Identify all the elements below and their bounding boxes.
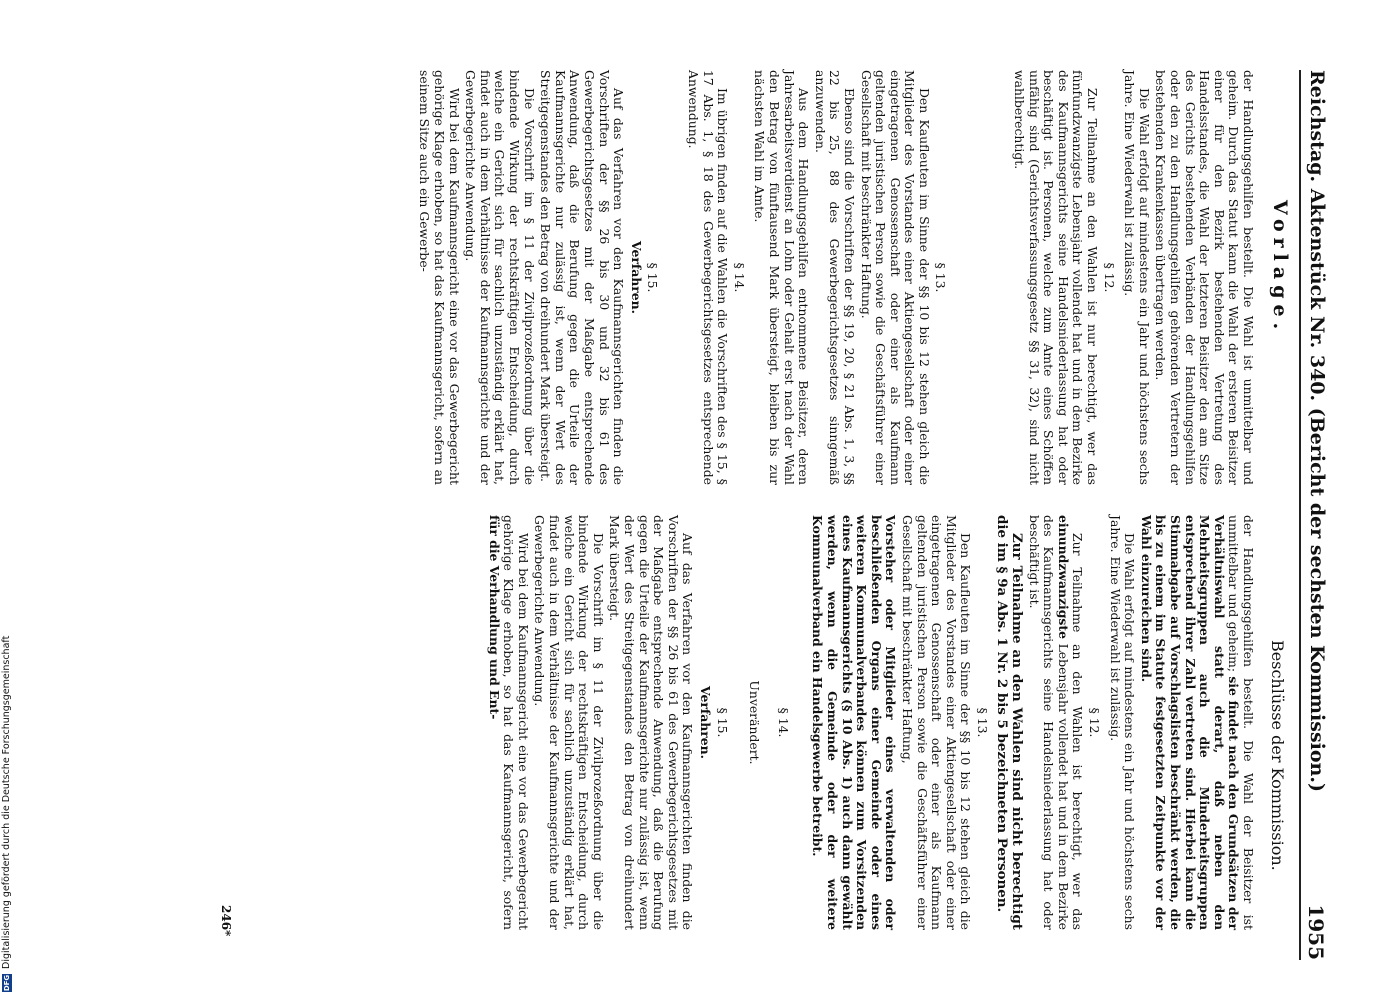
right-paragraph (1026, 515, 1084, 930)
section-number: § 12. (1087, 707, 1103, 738)
left-paragraph: Die Vorschrift im § 11 der Zivilprozeßordnung über die bindende Wirkung der rechtskräftigen Entscheidung, durch welche ein Gericht sich für sachlich unzuständig erklärt hat, findet auch in dem Verhältnisse der Kaufmannsgerichte und der Gewerbegerichte Anwendung. (463, 70, 537, 485)
section-number: § 12. (1101, 262, 1117, 293)
right-paragraph: Auf das Verfahren vor den Kaufmannsgerichten finden die Vorschriften der §§ 26 bis 61 des Gewerbegerichtsgesetzes mit der Maßgabe entsprechende Anwendung, daß die Berufung gegen die Urteile der Kaufmannsgerichte nur zulässig ist, wenn der Wert des Streitgegenstandes den Betrag von dreihundert Mark übersteigt. (607, 515, 696, 930)
unchanged-note: Unverändert. (747, 680, 763, 765)
right-amended-paragraph: Vorsteher oder Mitglieder eines verwaltenden oder beschließenden Organs einer Gemeinde oder eines weiteren Kommunalverbandes können zum Vorsitzenden eines Kaufmannsgerichts (§ 10 Abs. 1) auch dann gewählt werden, wenn die Gemeinde oder der weitere Kommunalverband ein Handelsgewerbe betreibt. (810, 515, 899, 930)
left-column-vorlage (415, 70, 1255, 485)
section-number: § 15. (645, 262, 661, 293)
right-paragraph (1138, 515, 1255, 930)
dfg-logo-icon: DFG (2, 974, 11, 992)
left-paragraph: Wird bei dem Kaufmannsgericht eine vor das Gewerbegericht gehörige Klage erhoben, so hat das Kaufmannsgericht, sofern an seinem Sitze auch ein Gewerbe- (417, 70, 462, 485)
section-number: § 14. (775, 707, 791, 738)
right-paragraph: Die Vorschrift im § 11 der Zivilprozeßordnung über die bindende Wirkung der rechtskräftigen Entscheidung, durch welche ein Gericht sich für sachlich unzuständig erklärt hat, findet auch in dem Verhältnisse der Kaufmannsgerichte und der Gewerbegerichte Anwendung. (532, 515, 606, 930)
header-rule (1299, 70, 1301, 960)
right-amended-text: einundzwanzigste (1055, 515, 1071, 640)
left-paragraph: Auf das Verfahren vor den Kaufmannsgerichten finden die Vorschriften der §§ 26 bis 30 und 32 bis 61 des Gewerbegerichtsgesetzes mit der Maßgabe entsprechende Anwendung, daß die Berufung gegen die Urteile der Kaufmannsgerichte nur zulässig ist, wenn der Wert des Streitgegenstandes den Betrag von dreihundert Mark übersteigt. (538, 70, 627, 485)
right-text: der Handlungsgehilfen bestellt. Die Wahl der Beisitzer ist unmittelbar und geheim; (1226, 515, 1256, 930)
page-number: 1955 (1304, 904, 1328, 960)
left-paragraph: Zur Teilnahme an den Wahlen ist nur berechtigt, wer das fünfundzwanzigste Lebensjahr vollendet hat und in dem Bezirke des Kaufmannsgerichts seine Handelsniederlassung hat oder beschäftigt ist. Personen, welche zum Amte eines Schöffen unfähig sind (Gerichtsverfassungsgesetz §§ 31, 32), sind nicht wahlberechtigt. (1012, 70, 1101, 485)
left-paragraph: Den Kaufleuten im Sinne der §§ 10 bis 12 stehen gleich die Mitglieder des Vorstandes einer Aktiengesellschaft oder einer eingetragenen Genossenschaft oder einer als Kaufmann geltenden juristischen Person sowie die Geschäftsführer einer Gesellschaft mit beschränkter Haftung. (858, 70, 932, 485)
section-heading: Verfahren. (628, 241, 644, 314)
right-text: Lebensjahr vollendet hat und in dem Bezirke des Kaufmannsgerichts seine Handelsniederlassung hat oder beschäftigt ist. (1026, 515, 1071, 930)
left-paragraph: Im übrigen finden auf die Wahlen die Vorschriften des § 15, § 17 Abs. 1, § 18 des Gewerbegerichtsgesetzes entsprechende Anwendung. (686, 70, 731, 485)
right-text: Wird bei dem Kaufmannsgericht eine vor das Gewerbegericht gehörige Klage erhoben, so hat das Kaufmannsgericht, sofern (501, 515, 531, 930)
right-paragraph: Den Kaufleuten im Sinne der §§ 10 bis 12 stehen gleich die Mitglieder des Vorstandes einer Aktiengesellschaft oder einer eingetragenen Genossenschaft oder einer als Kaufmann geltenden juristischen Person sowie die Geschäftsführer einer Gesellschaft mit beschränkter Haftung, (899, 515, 974, 930)
right-text: Zur Teilnahme an den Wahlen ist berechtigt, wer das (1070, 533, 1086, 930)
right-paragraph (486, 515, 530, 930)
section-number: § 14. (731, 262, 747, 293)
left-paragraph: Die Wahl erfolgt auf mindestens ein Jahr und höchstens sechs Jahre. Eine Wiederwahl ist zulässig. (1122, 70, 1152, 485)
right-paragraph: Die Wahl erfolgt auf mindestens ein Jahr und höchstens sechs Jahre. Eine Wiederwahl ist zulässig. (1107, 515, 1138, 930)
left-paragraph: der Handlungsgehilfen bestellt. Die Wahl ist unmittelbar und geheim. Durch das Statut kann die Wahl der ersteren Beisitzer einer für den Bezirk bestehenden Vertretung des Handelsstandes, die Wahl der letzteren Beisitzer den am Sitze des Gerichts bestehenden Verbänden der Handlungsgehilfen oder den zu den Handlungsgehilfen gehörenden Vertretern der bestehenden Krankenkassen übertragen werden. (1153, 70, 1256, 485)
left-paragraph: Ebenso sind die Vorschriften der §§ 19, 20, § 21 Abs. 1, 3, §§ 22 bis 25, 88 des Gewerbegerichtsgesetzes sinngemäß anzuwenden. (812, 70, 857, 485)
left-paragraph: Aus dem Handlungsgehilfen entnommene Beisitzer, deren Jahresarbeitsverdienst an Lohn oder Gehalt erst nach der Wahl den Betrag von fünftausend Mark übersteigt, bleiben bis zur nächsten Wahl im Amte. (752, 70, 812, 485)
column-title-beschluesse: Beschlüsse der Kommission. (1268, 640, 1287, 871)
column-title-vorlage: Vorlage. (1269, 200, 1291, 336)
right-amended-paragraph: Zur Teilnahme an den Wahlen sind nicht berechtigt die im § 9a Abs. 1 Nr. 2 bis 5 bezeichneten Personen. (994, 515, 1026, 930)
right-amended-text: für die Verhandlung und Ent- (486, 515, 502, 720)
right-amended-text: sie findet nach den Grundsätzen der Verhältniswahl statt derart, daß neben den Mehrheitsgruppen auch die Minderheitsgruppen entsprechend ihrer Zahl vertreten sind. Hierbei kann die Stimmabgabe auf Vorschlagslisten beschränkt werden, die bis zu einem im Statute festgesetzten Zeitpunkte vor der Wahl einzureichen sind. (1138, 515, 1242, 930)
section-number: § 13. (974, 707, 990, 738)
page-header-title: Reichstag. Aktenstück Nr. 340. (Bericht der sechsten Kommission.) (1306, 70, 1328, 792)
section-heading: Verfahren. (698, 686, 713, 759)
section-number: § 13. (933, 262, 949, 293)
right-column-beschluesse (484, 515, 1255, 930)
sheet-mark: 246* (219, 905, 233, 937)
digitization-credit-text: Digitalisierung gefördert durch die Deutsche Forschungsgemeinschaft (1, 635, 12, 969)
digitization-credit (0, 0, 14, 1000)
section-number: § 15. (714, 707, 730, 738)
